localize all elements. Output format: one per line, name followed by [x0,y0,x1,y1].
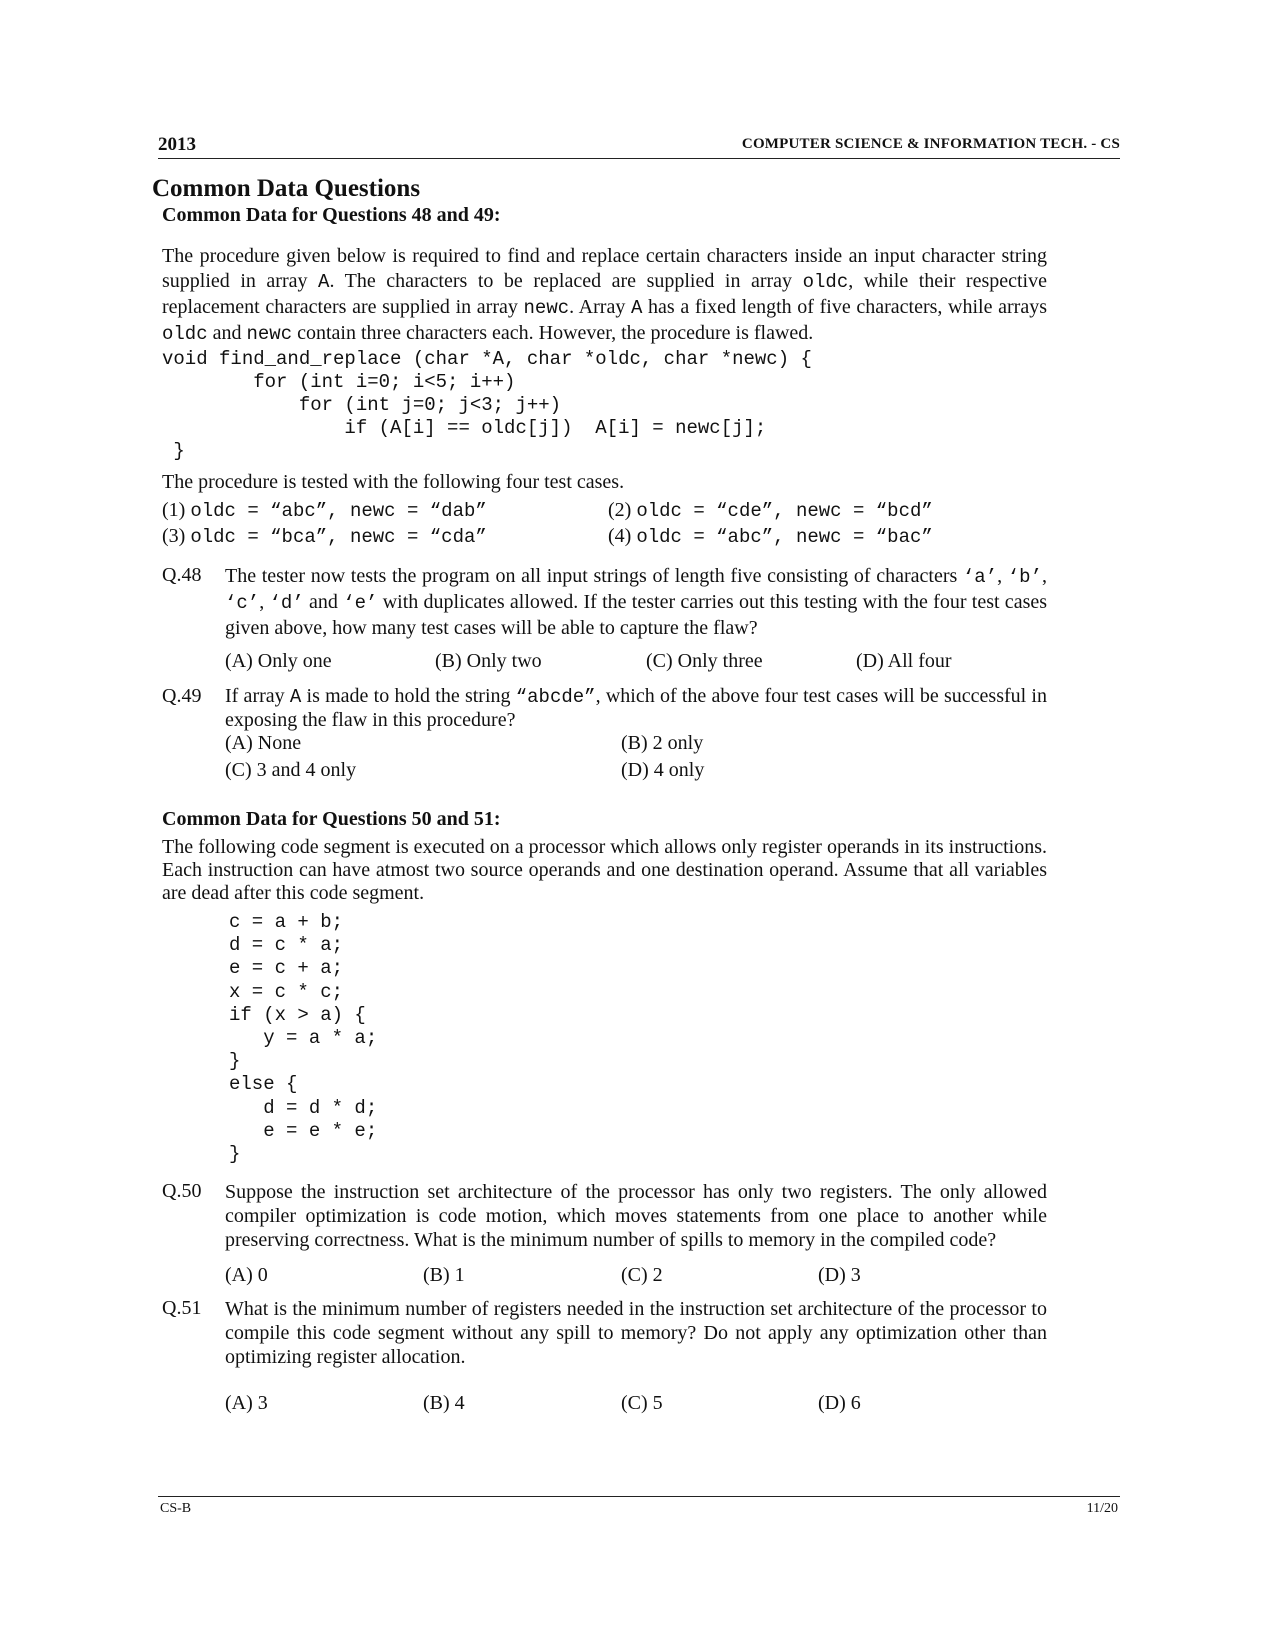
q48-option-c: (C) Only three [646,650,763,672]
footer-paper-code: CS-B [160,1501,192,1516]
code-line: x = c * c; [229,980,344,1003]
q51-option-a: (A) 3 [225,1392,268,1414]
code-line: for (int j=0; j<3; j++) [162,394,562,416]
page-footer [158,1496,1120,1516]
question-49-text: If array A is made to hold the string “abcde”, which of the above four test cases will be successful in exposing the flaw in this procedure? [225,685,1047,731]
q49-option-b: (B) 2 only [621,732,704,754]
question-number-51: Q.51 [162,1297,202,1319]
common-data-heading-50-51: Common Data for Questions 50 and 51: [162,808,501,830]
q49-option-a: (A) None [225,732,302,754]
q50-option-a: (A) 0 [225,1264,268,1286]
test-case-4: (4) oldc = “abc”, newc = “bac” [608,525,933,548]
code-line: d = d * d; [229,1096,378,1119]
code-line: y = a * a; [229,1027,378,1050]
code-line: d = c * a; [229,934,344,957]
intro-paragraph-48-49: The procedure given below is required to find and replace certain characters inside an input character string supplied in array A. The characters to be replaced are supplied in array oldc, while their respective replacement characters are supplied in array newc. Array A has a fixed length of five characters, while arrays oldc and newc contain three characters each. However, the procedure is flawed. [162,245,1047,345]
code-line: c = a + b; [229,911,344,933]
test-case-3: (3) oldc = “bca”, newc = “cda” [162,525,487,548]
q50-option-d: (D) 3 [818,1264,861,1286]
q51-option-d: (D) 6 [818,1392,861,1414]
q48-option-b: (B) Only two [435,650,542,672]
q49-option-c: (C) 3 and 4 only [225,759,357,781]
code-line: if (x > a) { [229,1003,366,1026]
q51-option-b: (B) 4 [423,1392,465,1414]
question-50-text: Suppose the instruction set architecture of the processor has only two registers. The only allowed compiler optimization is code motion, which moves statements from one place to another while preserving correctness. What is the minimum number of spills to memory in the compiled code? [225,1181,1047,1251]
common-data-heading-48-49: Common Data for Questions 48 and 49: [162,204,501,226]
test-case-1: (1) oldc = “abc”, newc = “dab” [162,499,487,522]
question-number-49: Q.49 [162,685,202,707]
code-block-find-and-replace [162,348,812,463]
header-year: 2013 [158,134,196,155]
code-line: } [162,440,185,462]
code-line: if (A[i] == oldc[j]) A[i] = newc[j]; [162,417,767,439]
code-line: e = e * e; [229,1119,378,1142]
tested-text: The procedure is tested with the following four test cases. [162,471,625,493]
code-line: } [229,1143,241,1166]
header-subject: COMPUTER SCIENCE & INFORMATION TECH. - CS [741,136,1120,152]
code-line: } [229,1050,241,1073]
question-51-text: What is the minimum number of registers needed in the instruction set architecture of the processor to compile this code segment without any spill to memory? Do not apply any optimization other than optimizing register allocation. [225,1298,1047,1368]
code-line: e = c + a; [229,957,344,980]
code-block-register [229,911,377,1166]
q49-option-d: (D) 4 only [621,759,705,781]
question-number-50: Q.50 [162,1180,202,1202]
q48-option-a: (A) Only one [225,650,332,672]
section-title: Common Data Questions [152,175,421,202]
question-number-48: Q.48 [162,564,202,586]
intro-paragraph-50-51: The following code segment is executed on a processor which allows only register operands in its instructions. Each instruction can have atmost two source operands and one destination operand. Assume that all variables are dead after this code segment. [162,836,1047,904]
q51-option-c: (C) 5 [621,1392,663,1414]
q48-option-d: (D) All four [856,650,952,672]
test-case-2: (2) oldc = “cde”, newc = “bcd” [608,499,933,522]
question-48-text: The tester now tests the program on all input strings of length five consisting of characters ‘a’, ‘b’, ‘c’, ‘d’ and ‘e’ with duplicates allowed. If the tester carries out this testing with the four test cases given above, how many test cases will be able to capture the flaw? [225,565,1048,639]
q50-option-b: (B) 1 [423,1264,465,1286]
q50-option-c: (C) 2 [621,1264,663,1286]
code-line: void find_and_replace (char *A, char *oldc, char *newc) { [162,348,812,370]
code-line: for (int i=0; i<5; i++) [162,371,516,393]
footer-page-number: 11/20 [1086,1501,1118,1516]
code-line: else { [229,1073,298,1096]
page-header [158,134,1120,159]
